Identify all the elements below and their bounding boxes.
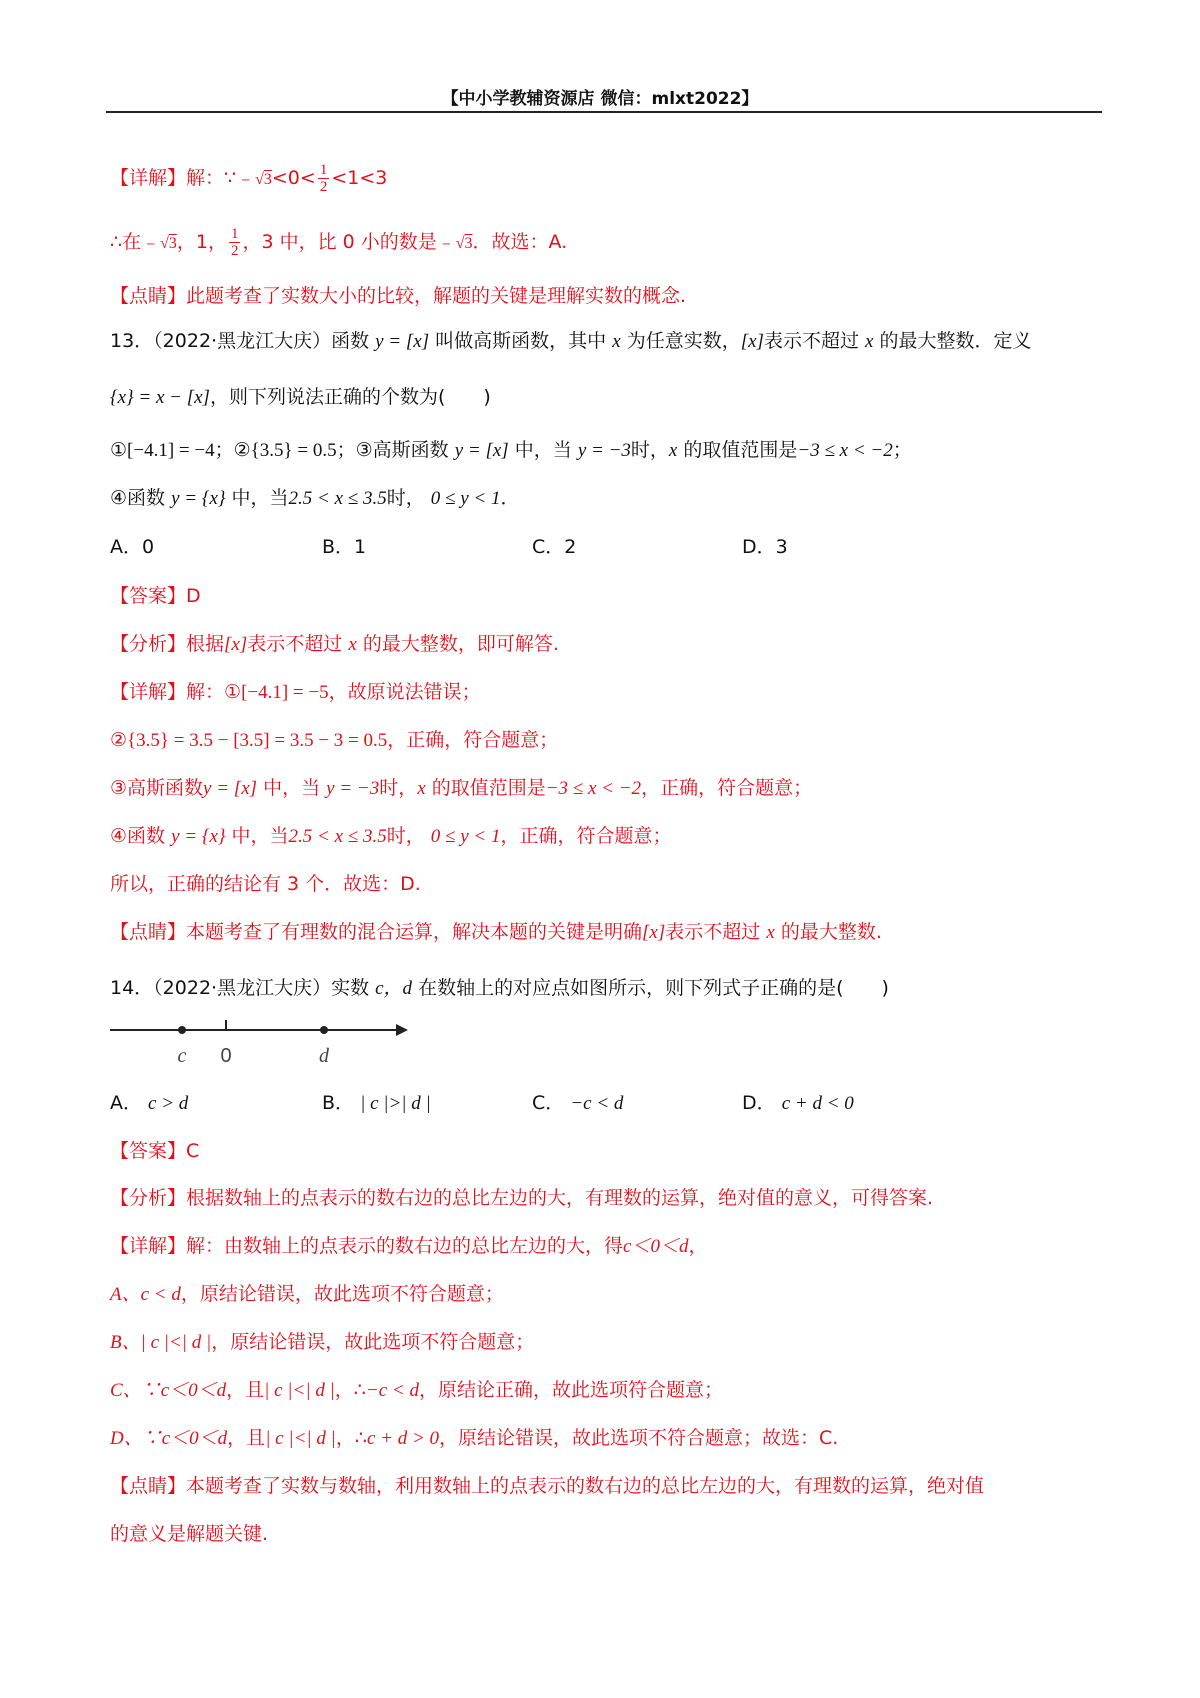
label-d: d <box>319 1045 329 1067</box>
q13-answer-line: 【答案】D <box>110 585 201 607</box>
q14-stem-line: 14．（2022·黑龙江大庆）实数 c，d 在数轴上的对应点如图所示，则下列式子正确的是( ) <box>110 977 889 999</box>
q13-option-c: C．2 <box>532 536 577 558</box>
q13-option-a: A．0 <box>110 536 155 558</box>
q14-option-c: C． −c < d <box>532 1092 624 1114</box>
page-header: 【中小学教辅资源店 微信：mlxt2022】 <box>441 89 759 109</box>
prev-detail-line: 【详解】解：∵﹣√3<0< $\frac{1}{2}$ <1<3 <box>110 162 388 195</box>
fraction-half: $\frac{1}{2}$ <box>319 162 328 195</box>
q13-detail-line5: 所以，正确的结论有 3 个．故选：D. <box>110 873 421 895</box>
q14-answer-line: 【答案】C <box>110 1140 200 1162</box>
q13-stem-line1: 13．（2022·黑龙江大庆）函数 y = [x] 叫做高斯函数，其中 x 为任意实数，[x]表示不超过 x 的最大整数．定义 <box>110 330 1032 352</box>
header-rule <box>106 111 1102 113</box>
q14-tip-line1: 【点睛】本题考查了实数与数轴，利用数轴上的点表示的数右边的总比左边的大，有理数的运算，绝对值 <box>110 1475 985 1497</box>
q14-detail-d: D、∵c＜0＜d，且| c |<| d |，∴c + d > 0，原结论错误，故此选项不符合题意；故选：C. <box>110 1427 839 1449</box>
label-zero: 0 <box>220 1045 232 1067</box>
sqrt3: √3 <box>255 171 272 188</box>
point-d <box>320 1026 328 1034</box>
number-line-figure <box>108 1020 418 1080</box>
q13-stem-line2: {x} = x − [x]，则下列说法正确的个数为( ) <box>110 386 491 408</box>
q13-tip-line: 【点睛】本题考查了有理数的混合运算，解决本题的关键是明确[x]表示不超过 x 的最大整数. <box>110 921 882 943</box>
q13-analysis-line: 【分析】根据[x]表示不超过 x 的最大整数，即可解答. <box>110 633 559 655</box>
q14-option-d: D． c + d < 0 <box>742 1092 854 1114</box>
label-c: c <box>177 1045 187 1067</box>
arrow-right-icon <box>396 1024 408 1036</box>
q13-items-line1: ①[−4.1] = −4；②{3.5} = 0.5；③高斯函数 y = [x] 中，当 y = −3时，x 的取值范围是−3 ≤ x < −2； <box>110 439 912 461</box>
q14-analysis-line: 【分析】根据数轴上的点表示的数右边的总比左边的大，有理数的运算，绝对值的意义，可得答案. <box>110 1187 934 1209</box>
label: 【详解】 <box>110 167 187 189</box>
q13-items-line2: ④函数 y = {x} 中，当2.5 < x ≤ 3.5时， 0 ≤ y < 1． <box>110 487 520 509</box>
prev-conclusion-line: ∴在﹣√3，1， $\frac{1}{2}$ ，3 中，比 0 小的数是﹣√3．故选：A. <box>110 226 568 259</box>
q13-option-d: D．3 <box>742 536 788 558</box>
q14-detail-b: B、| c |<| d |，原结论错误，故此选项不符合题意； <box>110 1331 535 1353</box>
q14-detail-c: C、∵c＜0＜d，且| c |<| d |，∴−c < d，原结论正确，故此选项符合题意； <box>110 1379 723 1401</box>
q13-detail-line2: ②{3.5} = 3.5 − [3.5] = 3.5 − 3 = 0.5，正确，符合题意； <box>110 729 559 751</box>
fraction-half: $\frac{1}{2}$ <box>230 226 239 259</box>
point-c <box>178 1026 186 1034</box>
q14-detail-line1: 【详解】解：由数轴上的点表示的数右边的总比左边的大，得c＜0＜d， <box>110 1235 708 1257</box>
prev-tip-line: 【点睛】此题考查了实数大小的比较，解题的关键是理解实数的概念. <box>110 285 687 307</box>
q13-detail-line3: ③高斯函数y = [x] 中，当 y = −3时，x 的取值范围是−3 ≤ x < −2，正确，符合题意； <box>110 777 813 799</box>
q14-detail-a: A、c < d，原结论错误，故此选项不符合题意； <box>110 1283 504 1305</box>
q14-option-a: A． c > d <box>110 1092 189 1114</box>
q14-tip-line2: 的意义是解题关键. <box>110 1523 269 1545</box>
q14-option-b: B． | c |>| d | <box>322 1092 431 1114</box>
q13-detail-line4: ④函数 y = {x} 中，当2.5 < x ≤ 3.5时， 0 ≤ y < 1，正确，符合题意； <box>110 825 672 847</box>
q13-detail-line1: 【详解】解：①[−4.1] = −5，故原说法错误； <box>110 681 481 703</box>
q13-option-b: B．1 <box>322 536 367 558</box>
